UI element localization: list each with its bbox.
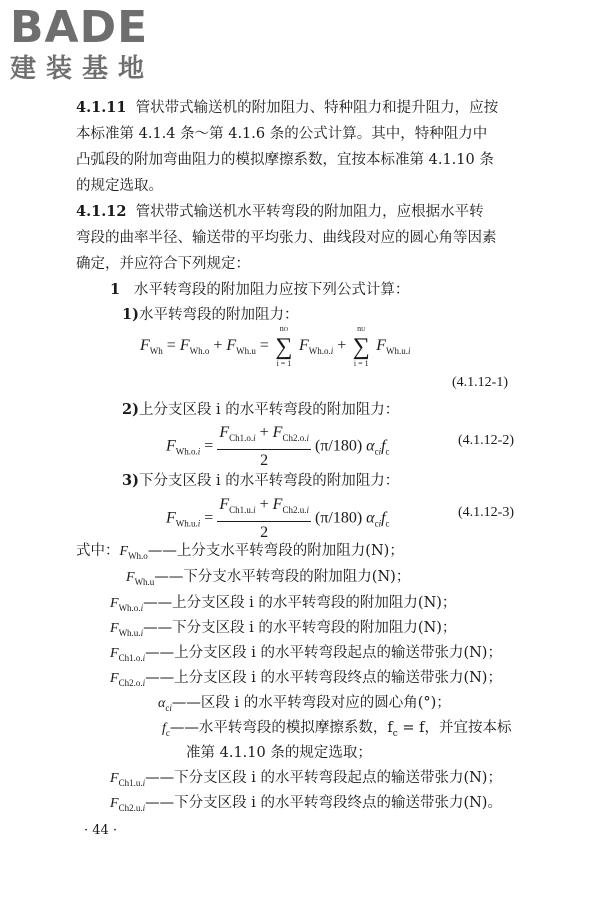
text: ——上分支区段 i 的水平转弯段的附加阻力(N)； — [143, 595, 457, 611]
text: = f，并宜按本标 — [397, 720, 512, 736]
clause-4-1-12-line-3: 确定，并应符合下列规定： — [76, 256, 250, 272]
text: ——水平转弯段的模拟摩擦系数，f — [169, 720, 393, 736]
text: ——区段 i 的水平转弯段对应的圆心角(°)； — [171, 695, 451, 711]
equation-number: (4.1.12-3) — [458, 505, 514, 520]
clause-4-1-12-line-2: 弯段的曲率半径、输送带的平均张力、曲线段对应的圆心角等因素 — [76, 230, 497, 246]
page-number: · 44 · — [84, 823, 118, 838]
clause-number: 4.1.12 — [76, 203, 127, 220]
denominator: 2 — [260, 524, 269, 541]
intro: 式中： — [76, 543, 120, 559]
logo-subtitle: 建装基地 — [10, 54, 155, 84]
text: 水平转弯段的附加阻力： — [138, 307, 299, 323]
item-1 — [110, 277, 409, 303]
sub-item-number: 3) — [122, 472, 139, 489]
text: ——下分支区段 i 的水平转弯段终点的输送带张力(N)。 — [145, 795, 502, 811]
clause-4-1-11-line-1 — [76, 95, 498, 121]
text: ——下分支区段 i 的水平转弯段起点的输送带张力(N)； — [145, 770, 502, 786]
denominator: 2 — [260, 452, 269, 469]
clause-4-1-11-line-4: 的规定选取。 — [76, 178, 163, 194]
text: ——上分支区段 i 的水平转弯段终点的输送带张力(N)； — [145, 670, 502, 686]
def-8-cont: 准第 4.1.10 条的规定选取； — [186, 745, 372, 761]
def-2: $F_{Wh.u}——$下分支水平转弯段的附加阻力(N)； — [126, 569, 411, 587]
sub-item-2 — [122, 397, 399, 423]
text: ——下分支区段 i 的水平转弯段的附加阻力(N)； — [143, 620, 457, 636]
factor: (π/180) — [314, 509, 363, 527]
text: 上分支区段 i 的水平转弯段的附加阻力： — [138, 402, 400, 418]
def-8: $f_c——$水平转弯段的模拟摩擦系数，$f_c = f$，并宜按本标 — [162, 720, 512, 739]
formula-4-1-12-1: $F_{Wh} = F_{Wh.o} + F_{Wh.u}$ = nO ∑ i = 1 $F_{Wh.o.i}$ + nU ∑ i = 1 $F_{Wh.u.i}$ — [140, 324, 411, 368]
def-4: $F_{Wh.u.i}——$下分支区段 i 的水平转弯段的附加阻力(N)； — [110, 620, 457, 638]
clause-number: 4.1.11 — [76, 99, 127, 116]
text: 管状带式输送机水平转弯段的附加阻力，应根据水平转 — [135, 204, 484, 220]
text: ——上分支水平转弯段的附加阻力(N)； — [147, 543, 404, 559]
item-number: 1 — [110, 281, 121, 298]
def-1: 式中：$F_{Wh.o}——$上分支水平转弯段的附加阻力(N)； — [76, 543, 404, 561]
def-10: $F_{Ch2.u.i}——$下分支区段 i 的水平转弯段终点的输送带张力(N)。 — [110, 795, 502, 813]
def-7: $\alpha_{ci}——$区段 i 的水平转弯段对应的圆心角(°)； — [158, 695, 451, 713]
text: 水平转弯段的附加阻力应按下列公式计算： — [133, 282, 410, 298]
logo-text: BADE — [10, 2, 149, 53]
equation-number: (4.1.12-1) — [452, 375, 508, 390]
def-3: $F_{Wh.o.i}——$上分支区段 i 的水平转弯段的附加阻力(N)； — [110, 595, 457, 613]
text: 下分支区段 i 的水平转弯段的附加阻力： — [138, 473, 400, 489]
formula-4-1-12-2: $F_{Wh.o.i}$ = $\frac{F_{Ch1.o.i} + F_{Ch2.o.i}}{2}$ (π/180) $\alpha_{ci}f_c$ — [166, 422, 390, 472]
equation-number: (4.1.12-2) — [458, 433, 514, 448]
sub-item-number: 1) — [122, 306, 139, 323]
clause-4-1-11-line-3: 凸弧段的附加弯曲阻力的模拟摩擦系数，宜按本标准第 4.1.10 条 — [76, 152, 494, 168]
clause-4-1-12-line-1 — [76, 199, 484, 225]
def-9: $F_{Ch1.u.i}——$下分支区段 i 的水平转弯段起点的输送带张力(N)； — [110, 770, 502, 788]
clause-4-1-11-line-2: 本标准第 4.1.4 条～第 4.1.6 条的公式计算。其中，特种阻力中 — [76, 126, 488, 142]
def-5: $F_{Ch1.o.i}——$上分支区段 i 的水平转弯段起点的输送带张力(N)； — [110, 645, 502, 663]
factor: (π/180) — [314, 437, 363, 455]
bade-logo — [8, 4, 178, 88]
text: ——上分支区段 i 的水平转弯段起点的输送带张力(N)； — [145, 645, 502, 661]
sub-item-3 — [122, 468, 399, 494]
formula-4-1-12-3: $F_{Wh.u.i}$ = $\frac{F_{Ch1.u.i} + F_{Ch2.u.i}}{2}$ (π/180) $\alpha_{ci}f_c$ — [166, 494, 390, 544]
def-6: $F_{Ch2.o.i}——$上分支区段 i 的水平转弯段终点的输送带张力(N)； — [110, 670, 502, 688]
sub-item-number: 2) — [122, 401, 139, 418]
text: 管状带式输送机的附加阻力、特种阻力和提升阻力，应按 — [135, 100, 499, 116]
text: ——下分支水平转弯段的附加阻力(N)； — [154, 569, 411, 585]
